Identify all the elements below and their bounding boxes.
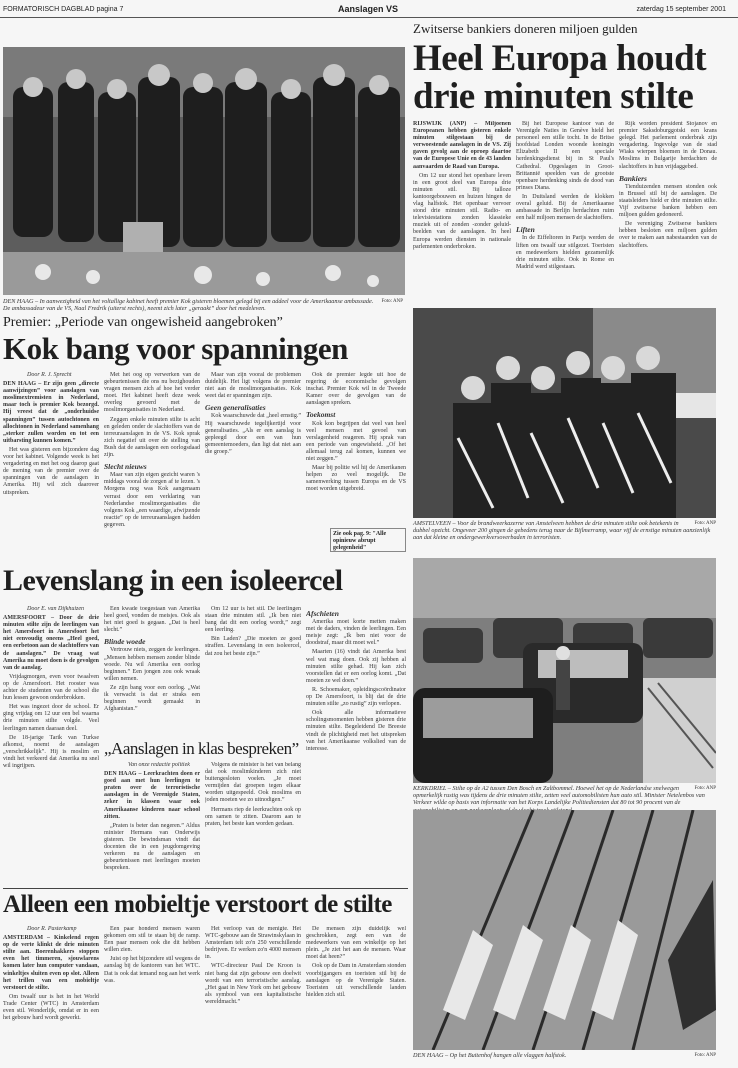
mobiel-paragraph: Juist op het bijzondere stil wegens de aanslag bij de kantoren van het WTC. Dat is ook dat iemand nog aan het werk was. xyxy=(104,956,200,984)
klas-paragraph: Hermans riep de leerkrachten ook op om samen te zitten. Daarom aan te praten, het beste kan worden gedaan. xyxy=(205,806,301,827)
caption-text: AMSTELVEEN – Voor de brandweerkazerne van Amstelveen hebben de drie minuten stilte ook betekenis in dubbel opzicht. Ongeveer 200 gingen de gebedens terug naar de Bijlmerramp, waar vijf de ernstige minuten aanzienlijk aan dat kleine en ondergewerkversoverbaden in terroristen. xyxy=(413,520,711,542)
caption-text: DEN HAAG – Op het Buitenhof hangen alle vlaggen halfstok. xyxy=(413,1052,567,1059)
klas-headline: „Aanslagen in klas bespreken” xyxy=(104,739,299,758)
page-date: zaterdag 15 september 2001 xyxy=(636,6,726,13)
europe-subhead: Bankiers xyxy=(619,173,647,183)
mobiel-column-3 xyxy=(205,926,301,1064)
isoleercel-column-1 xyxy=(3,606,99,824)
reference-text: Zie ook pag. 9: "Alle opinieuw abrupt gelegenheid" xyxy=(333,531,387,551)
flags-caption xyxy=(413,1052,716,1062)
isoleercel-column-2 xyxy=(104,606,200,736)
kok-paragraph: Maar van zijn eigen gezicht waren 's middags vooral de zorgen af te lezen. 's Morgens nog was Kok aangenaam verrast door een verklaring van Nederlandse moslimorganisaties die volgens Kok „een waardige, afwijzende reactie” op de terreuraanslagen hadden gegeven. xyxy=(104,472,200,528)
europe-paragraph: Om 12 uur stond het openbare leven in een groot deel van Europa drie minuten stil. Bij talloze kantoorgebouwen en huizen hingen de vlag halfstok. Het openbaar vervoer stond drie minuten stil. Radio- en televisiestations zonden klassieke muziek uit of zonden -zonder geluid- beelden van de aanslagen. In heel Europa werden diensten in nationale parlementen onderbroken. xyxy=(413,172,511,250)
isoleercel-paragraph: De 18-jarige Tarik van Turkse afkomst, noemt de aanslagen „verschrikkelijk”. Hij is moslim en vindt het verkeerd dat Amerika nu snel wil ingrijpen. xyxy=(3,734,99,769)
highway-photo-art xyxy=(413,558,716,783)
kok-column-2 xyxy=(104,372,200,552)
klas-lead: DEN HAAG – Leerkrachten doen er goed aan met hun leerlingen te praten over de terroristische aanslagen in de Verenigde Staten, zeker in klassen waar ook Amerikaanse kinderen naar school zitten. xyxy=(104,771,200,820)
mobiel-paragraph: WTC-directeur Paul De Kroon is niet bang dat zijn gebouw een doelwit wordt van een terroristische aanslag. „Het gaat in New York om het gebouw als symbool van een kapitalistische wereldmacht.” xyxy=(205,963,301,1005)
firefighters-photo-art xyxy=(413,308,716,518)
flags-photo xyxy=(413,810,716,1050)
europe-headline: Heel Europa houdt drie minuten stilte xyxy=(413,38,707,117)
kok-subhead: Slecht nieuws xyxy=(104,462,147,472)
photo-credit: Foto: ANP xyxy=(694,786,716,791)
kok-kicker: Premier: „Periode van ongewisheid aangebroken” xyxy=(3,315,283,330)
ceremony-photo xyxy=(3,47,405,295)
kok-paragraph: Zeggen enkele minuten stilte is acht en geleden onder de slachtoffers van de terreuraanslagen in de VS. Kok sprak zich negatief uit over de stelling van Bush dat de aanslagen een oorlogsdaad zijn. xyxy=(104,416,200,459)
europe-column-3 xyxy=(619,121,717,304)
isoleercel-headline: Levenslang in een isoleercel xyxy=(3,564,343,597)
klas-paragraph: „Praten is beter dan negeren.” Aldus minister Hermans van Onderwijs gisteren. De bewindsman vindt dat docenten die in een jeugdomgeving verkeren nu de aanslagen en gebeurtenissen met leerlingen moeten bespreken. xyxy=(104,822,200,872)
isoleercel-column-4 xyxy=(306,606,406,886)
klas-paragraph: Volgens de minister is het van belang dat ook moslimkinderen zich niet buitengesloten voelen. „Je moet vermijden dat groepen tegen elkaar worden uitgespeeld. Ook moslims en joden moeten we zo uitnodigen.” xyxy=(205,762,301,804)
kok-column-4 xyxy=(306,372,406,527)
europe-lead: RIJSWIJK (ANP) – Miljoenen Europeanen hebben gisteren enkele minuten stilgestaan bij de verwoestende aanslagen in de VS. Zij gaven gevolg aan de oproep daartoe van de Europese Unie en de 43 landen aanvaarden de Raad van Europa. xyxy=(413,121,511,170)
isoleercel-paragraph: R. Schoemaker, opleidingscoördinator op De Amersfoort, is blij dat de drie minuten stilte „zo rustig” zijn verlopen. xyxy=(306,686,406,708)
mobiel-paragraph: Het verloop van de menigte. Het WTC-gebouw aan de Strawinskylaan in Amsterdam telt zo'n 250 verschillende bedrijven. Er werken zo'n 4000 mensen in. xyxy=(205,926,301,961)
europe-paragraph: Rijk worden president Stojanov en premier Saksdoburggotski een krans gelegd. Het parlement onderbrak zijn vergadering. Ingevolge van de stad Wiaks wierpen bloemen in de Donau. Moslims in Bulgarije herdachten de slachtoffers in hun vrijdaggebed. xyxy=(619,121,717,170)
mobiel-lead: AMSTERDAM – Kinkelend regen op de verte klinkt de drie minuten stilte aan. Boerenhakkers stoppen even het timmeren, sjouwlarens komen later hun computer vandaan, winkeltjes sluiten even op slot. Alleen het trillen van een mobieltje verstoort de stilte. xyxy=(3,935,99,991)
page-header xyxy=(0,3,738,18)
kok-paragraph: Ook de premier legde uit hoe de regering de economische gevolgen inschat. Premier Kok wil in de Tweede Kamer over de gevolgen van de aanslagen spreken. xyxy=(306,372,406,407)
photo-credit: Foto: ANP xyxy=(694,521,716,526)
isoleercel-lead: AMERSFOORT – Door de drie minuten stilte zijn de leerlingen van het Amersfoort in Amersfoort het niet eenvoudig oneens „Heel goed, een eerbetoon aan de slachtoffers van de aanslagen.” De vraag wat Amerika nu moet doen is de gevolgen van de aanslag. xyxy=(3,615,99,671)
section-title: Aanslagen VS xyxy=(338,4,399,14)
isoleercel-paragraph: Ook alle informatieve scholingsmomenten hebben gisteren drie minuten stilte. Begeleidend De Breeste vindt de plichtigheid met het uitspreken van het Amerikaanse volkslied van de interesse. xyxy=(306,710,406,752)
ceremony-photo-art xyxy=(3,47,405,295)
klas-column-1 xyxy=(104,762,200,882)
mobiel-column-2 xyxy=(104,926,200,1064)
isoleercel-subhead: Afschieten xyxy=(306,609,339,618)
klas-byline: Van onze redactie politiek xyxy=(128,762,190,768)
isoleercel-paragraph: Amerika moet korte metten maken met de daders, vinden de leerlingen. Een meisje zegt: „Ik ben niet voor de doodstraf, maar dit moet wel.” xyxy=(306,619,406,647)
isoleercel-column-3 xyxy=(205,606,301,736)
kok-paragraph: Het was gisteren een bijzondere dag voor het kabinet. Volgende week is het vergadering en met het oog daarop gaat de mening van de premier over de spanningen van de aanslagen in Amerika. Hij wil zich daarover uitspreken. xyxy=(3,446,99,496)
kok-paragraph: Kok waarschuwde dat „heel ernstig.” Hij waarschuwde tegelijkertijd voor generalisaties. „Als er een aanslag is gepleegd door een van hun gemeentemoeders, dan ligt dat niet aan die groep.” xyxy=(205,413,301,455)
kok-reference-box xyxy=(330,528,406,552)
europe-paragraph: De vereniging Zwitserse bankiers hebben besloten een miljoen gulden over te maken aan nabestaanden van de slachtoffers. xyxy=(619,221,717,249)
europe-paragraph: Tienduizenden mensen stonden ook in Brussel stil bij de aanslagen. De staatsleiders hield er drie minuten stilte. Vijf zwitserse banken hebben een miljoen gulden gedoneerd. xyxy=(619,183,717,219)
photo-credit: Foto: ANP xyxy=(381,299,403,304)
highway-photo xyxy=(413,558,716,783)
kok-column-3 xyxy=(205,372,301,552)
firefighters-photo xyxy=(413,308,716,518)
kok-subhead: Geen generalisaties xyxy=(205,403,266,413)
mobiel-paragraph: Om twaalf uur is het in het World Trade Center (WTC) in Amsterdam even stil. Wonderlijk, omdat er in een het gebouw hard wordt gewerkt. xyxy=(3,993,99,1022)
europe-subhead: Liften xyxy=(516,225,535,235)
isoleercel-paragraph: Maarten (16) vindt dat Amerika best wel wat mag doen. Ook zij hebben al minuten stilte gehad. Hij kan zich voorstellen dat er een oorlog komt. „Dat moeten ze wel doen.” xyxy=(306,649,406,684)
flags-photo-art xyxy=(413,810,716,1050)
isoleercel-paragraph: Om 12 uur is het stil. De leerlingen staan drie minuten stil. „Ik ben niet bang dat dit een oorlog wordt,” zegt een leerling. xyxy=(205,606,301,634)
mobiel-column-1 xyxy=(3,926,99,1064)
isoleercel-paragraph: Bin Laden? „Die moeten ze goed straffen. Levenslang in een isoleercel, dat zou het beste zijn.” xyxy=(205,636,301,657)
europe-paragraph: In de Eiffeltoren in Parijs werden de liften om twaalf uur stilgezet. Toeristen en medewerkers hielden gezamenlijk drie minuten stilte. Ook in Rome en Madrid werd stilgestaan. xyxy=(516,235,614,270)
kok-paragraph: Maar van zijn vooral de problemen duidelijk. Het ligt volgens de premier niet aan de moslimorganisaties. Kok weet dat er spanningen zijn. xyxy=(205,372,301,400)
kok-column-1 xyxy=(3,372,99,552)
mobiel-column-4 xyxy=(306,926,406,1064)
europe-paragraph: In Duitsland werden de klokken overal geluid. Bij de Amerikaanse ambassade in Berlijn herdachten ruim een half miljoen mensen de slachtoffers. xyxy=(516,193,614,222)
isoleercel-paragraph: Een kwade toegestaan van Amerika heel goed, vonden de meisjes. Ook als het niet goed is gegaan. „Dat is heel slecht.” xyxy=(104,606,200,634)
mobiel-paragraph: De mensen zijn duidelijk wel geschrokken, zegt een van de medewerkers van een winkeltje op het plein. „Je ziet het aan de mensen. Waar moet dat heen?” xyxy=(306,926,406,961)
caption-text: KERKDRIEL – Stilte op de A2 tussen Den Bosch en Zaltbommel. Hoewel het op de Nederlandse snelwegen opmerkelijk rustig was tijdens de drie minuten stilte, zetten veel automobilisten hun auto stil. Minister Netelenbos van Verkeer wilde op basis van informatie van het Korps Landelijke Politiediensten dat 80 tot 90 procent van de xyxy=(413,785,705,807)
europe-paragraph: Bij het Europese kantoor van de Verenigde Naties in Genève hield het personeel een stille tocht. In de Britse hoofdstad Londen woonde koningin Elizabeth II een speciale herdenkingsdienst bij in St Paul's Cathedral. Opgeslagen in Groot-Brittannië speelden van de grootste openbare herdenking sinds de dood van prinses Diana. xyxy=(516,121,614,191)
mobiel-paragraph: Ook op de Dam in Amsterdam stonden voorbijgangers en toeristen stil bij de aanslagen op de Verenigde Staten. Toeristen uit verschillende landen hielden zich stil. xyxy=(306,963,406,998)
photo-credit: Foto: ANP xyxy=(694,1053,716,1058)
mobiel-headline: Alleen een mobieltje verstoort de stilte xyxy=(3,891,392,918)
isoleercel-paragraph: Het was ingezet door de school. Er ging vrijdag om 12 uur een bel waarna drie minuten stilte volgde. Veel leerlingen namen daaraan deel. xyxy=(3,704,99,732)
europe-column-2 xyxy=(516,121,614,304)
klas-column-2 xyxy=(205,762,301,882)
kok-headline: Kok bang voor spanningen xyxy=(3,331,348,366)
isoleercel-paragraph: Ze zijn bang voor een oorlog. „Wat ik verwacht is dat er straks een beginnen wordt gemaakt in Afghanistan.” xyxy=(104,684,200,713)
caption-text: DEN HAAG – In aanwezigheid van het voltallige kabinet heeft premier Kok gisteren bloemen gelegd bij een addeel voor de Amerikaanse ambassade. De ambassadeur van de VS, Naal Fredrik (uiterst rechts), neemt zich later „geraakt” door het medeleven. xyxy=(3,298,374,313)
isoleercel-paragraph: Vertrouw niets, zeggen de leerlingen. „Mensen hebben mensen zonder blinde woede. Nu wil Amerika een oorlog beginnen.” Een jongen zou ook wraak willen nemen. xyxy=(104,647,200,682)
section-divider xyxy=(3,888,408,889)
mobiel-paragraph: Een paar honderd mensen waren gekomen om stil te staan bij de ramp. Een paar mensen ook die dit hebben willen zien. xyxy=(104,926,200,954)
kok-paragraph: Met het oog op verwerken van de gebeurtenissen die ons nu bezighouden vragen mensen zich af hoe het verder moet. Het kabinet heeft deze week overleg gevoerd met de moslimorganisaties in Nederland. xyxy=(104,372,200,414)
kok-byline: Door R. J. Sprecht xyxy=(27,372,72,378)
isoleercel-subhead: Blinde woede xyxy=(104,637,146,647)
mobiel-byline: Door R. Pasterkamp xyxy=(27,926,77,932)
kok-paragraph: Kok kon begrijpen dat veel van heel veel mensen met gevoel van verslagenheid reageren. Hij sprak van een periode van ongewisheid. „Of het allemaal terug zal komen, kunnen we niet zeggen.” xyxy=(306,420,406,463)
europe-column-1 xyxy=(413,121,511,304)
kok-lead: DEN HAAG – Er zijn geen „directe aanwijzingen” voor aanslagen van moslimextremisten in Nederland, maar toch is premier Kok bezorgd. Hij vreest dat de „onderhuidse spanningen” tussen autochtonen en allochtonen in Nederland samenhang „sterker zullen worden en tot een uitbarsting kunnen komen.” xyxy=(3,381,99,444)
isoleercel-paragraph: Vrijdagmorgen, even voor twaalven op de Amersfoort. Het rooster was achter de studenten van de school die hun lessen gewoon onderbrokken. xyxy=(3,673,99,702)
firefighters-caption xyxy=(413,520,716,544)
ceremony-caption xyxy=(3,298,403,314)
europe-kicker: Zwitserse bankiers doneren miljoen gulden xyxy=(413,21,638,36)
isoleercel-byline: Door E. van Dijkhuizen xyxy=(27,606,84,612)
kok-paragraph: Maar bij politie wil hij de Amerikanen helpen zo veel mogelijk. De samenwerking tussen Europa en de VS moet worden uitgebreid. xyxy=(306,465,406,493)
paper-name: FORMATORISCH DAGBLAD pagina 7 xyxy=(3,6,124,13)
kok-subhead: Toekomst xyxy=(306,410,336,420)
